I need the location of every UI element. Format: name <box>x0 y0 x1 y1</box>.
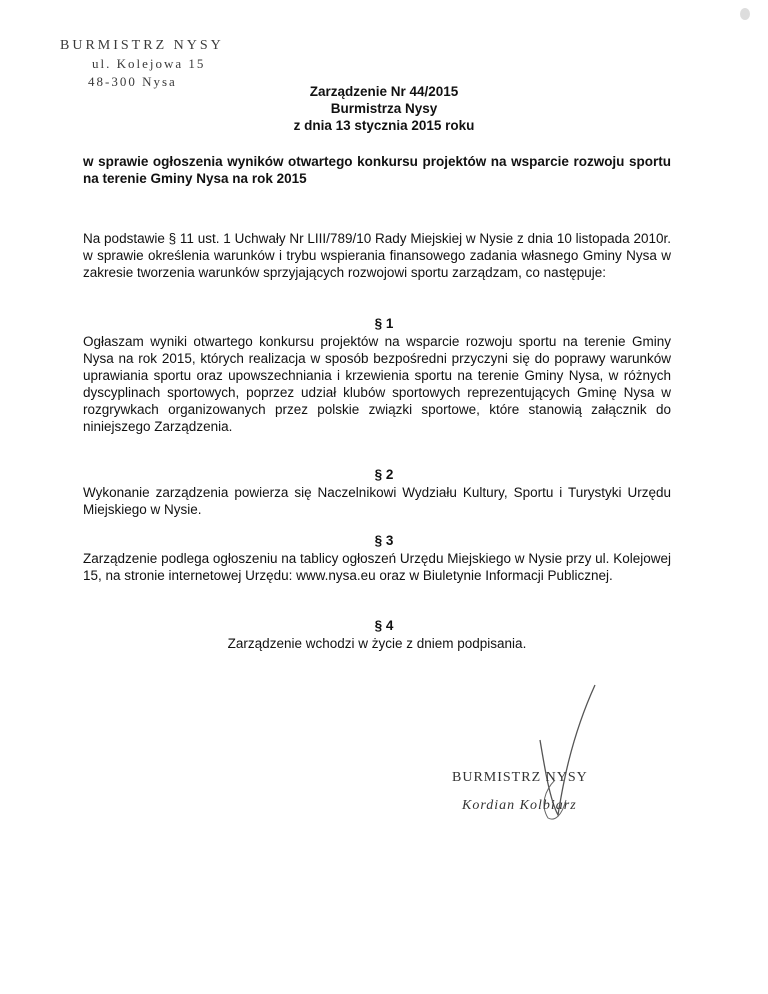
stamp-title: BURMISTRZ NYSY <box>60 38 224 53</box>
section-4-text: Zarządzenie wchodzi w życie z dniem podpisania. <box>227 636 527 651</box>
legal-basis: Na podstawie § 11 ust. 1 Uchwały Nr LIII/789/10 Rady Miejskiej w Nysie z dnia 10 listopada 2010r. w sprawie określenia warunków i trybu wspierania finansowego zadania własnego Gminy Nysa w zakresie tworzenia warunków sprzyjających rozwojowi sportu zarządzam, co następuje: <box>83 231 671 280</box>
signature-stamp <box>452 770 588 814</box>
section-3-title: § 3 <box>374 533 394 548</box>
section-1-text: Ogłaszam wyniki otwartego konkursu projektów na wsparcie rozwoju sportu na terenie Gminy Nysa na rok 2015, których realizacja w sposób bezpośredni przyczyni się do poprawy warunków uprawiania sportu oraz upowszechniania i krzewienia sportu na terenie Gminy Nysa, w różnych dyscyplinach sportowych, poprzez udział klubów sportowych reprezentujących Gminę Nysa w rozgrywkach organizowanych przez polskie związki sportowe, które stanowią załącznik do niniejszego Zarządzenia. <box>83 334 671 434</box>
section-3-text: Zarządzenie podlega ogłoszeniu na tablicy ogłoszeń Urzędu Miejskiego w Nysie przy ul. Kolejowej 15, na stronie internetowej Urzędu: www.nysa.eu oraz w Biuletynie Informacji Publicznej. <box>83 551 671 583</box>
signer-role: BURMISTRZ NYSY <box>452 770 588 785</box>
ordinance-number: Zarządzenie Nr 44/2015 <box>309 84 459 99</box>
scan-artifact <box>740 8 750 20</box>
section-4-title: § 4 <box>374 618 394 633</box>
section-2-title: § 2 <box>374 467 394 482</box>
issuer: Burmistrza Nysy <box>330 101 438 116</box>
document-subject: w sprawie ogłoszenia wyników otwartego konkursu projektów na wsparcie rozwoju sportu na terenie Gminy Nysa na rok 2015 <box>83 154 671 186</box>
document-heading <box>0 83 768 134</box>
issue-date: z dnia 13 stycznia 2015 roku <box>293 118 475 133</box>
signer-name: Kordian Kolbiarz <box>462 798 577 813</box>
stamp-city: 48-300 Nysa <box>88 74 177 89</box>
section-1-title: § 1 <box>374 316 394 331</box>
section-2-text: Wykonanie zarządzenia powierza się Naczelnikowi Wydziału Kultury, Sportu i Turystyki Urzędu Miejskiego w Nysie. <box>83 485 671 517</box>
stamp-street: ul. Kolejowa 15 <box>92 56 206 71</box>
